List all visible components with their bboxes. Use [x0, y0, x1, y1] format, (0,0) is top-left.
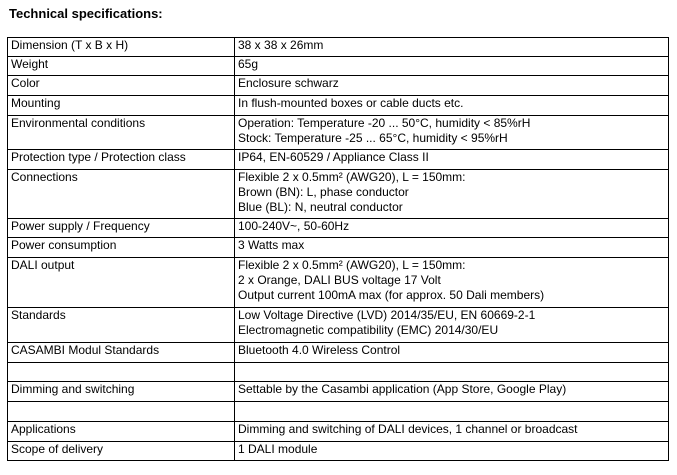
spec-value-line: Output current 100mA max (for approx. 50 Dali members) [238, 288, 545, 302]
spec-value-line: Settable by the Casambi application (App Store, Google Play) [238, 382, 567, 396]
spec-row [8, 442, 669, 461]
spec-row [8, 57, 669, 76]
spec-row [8, 343, 669, 363]
spec-value [235, 402, 669, 422]
page-heading: Technical specifications: [9, 6, 163, 21]
spec-row [8, 116, 669, 150]
spec-value-line: 65g [238, 57, 259, 71]
spec-row [8, 76, 669, 96]
spec-label: Dimming and switching [8, 382, 235, 402]
spec-label: DALI output [8, 258, 235, 308]
spec-value [235, 116, 669, 150]
spec-value-line: 1 DALI module [238, 442, 318, 456]
spec-value-line: Flexible 2 x 0.5mm² (AWG20), L = 150mm: [238, 170, 466, 184]
spec-label [8, 402, 235, 422]
spec-label: CASAMBI Modul Standards [8, 343, 235, 363]
spec-value [235, 308, 669, 343]
spec-value [235, 38, 669, 57]
spec-value-line: In flush-mounted boxes or cable ducts etc. [238, 96, 464, 110]
spec-label: Mounting [8, 96, 235, 116]
spec-value [235, 442, 669, 461]
spec-value-line: Dimming and switching of DALI devices, 1 channel or broadcast [238, 422, 578, 436]
spec-value [235, 258, 669, 308]
spec-label: Connections [8, 170, 235, 219]
spec-value-line: 38 x 38 x 26mm [238, 38, 324, 52]
spec-row [8, 219, 669, 238]
spec-value [235, 219, 669, 238]
spec-value-line: IP64, EN-60529 / Appliance Class II [238, 150, 429, 164]
spec-value [235, 382, 669, 402]
spec-value-line: 2 x Orange, DALI BUS voltage 17 Volt [238, 273, 441, 287]
spec-value-line: Operation: Temperature -20 ... 50°C, humidity < 85%rH [238, 116, 531, 130]
spec-value-line: Low Voltage Directive (LVD) 2014/35/EU, EN 60669-2-1 [238, 308, 536, 322]
spec-row [8, 96, 669, 116]
spec-row [8, 422, 669, 442]
spec-row [8, 402, 669, 422]
spec-value [235, 343, 669, 363]
spec-label: Environmental conditions [8, 116, 235, 150]
spec-value-line: Enclosure schwarz [238, 76, 339, 90]
spec-value [235, 238, 669, 258]
spec-row [8, 363, 669, 382]
spec-label [8, 363, 235, 382]
spec-value [235, 363, 669, 382]
spec-value-line: Bluetooth 4.0 Wireless Control [238, 343, 401, 357]
spec-value [235, 76, 669, 96]
spec-row [8, 258, 669, 308]
spec-label: Weight [8, 57, 235, 76]
specifications-table [7, 37, 669, 461]
spec-label: Protection type / Protection class [8, 150, 235, 170]
spec-row [8, 382, 669, 402]
spec-label: Color [8, 76, 235, 96]
spec-row [8, 238, 669, 258]
spec-row [8, 38, 669, 57]
spec-label: Scope of delivery [8, 442, 235, 461]
spec-value-line: 3 Watts max [238, 238, 305, 252]
spec-value-line: 100-240V~, 50-60Hz [238, 219, 350, 233]
spec-row [8, 150, 669, 170]
specifications-table-body [8, 38, 669, 461]
spec-label: Power supply / Frequency [8, 219, 235, 238]
spec-value [235, 422, 669, 442]
spec-value [235, 96, 669, 116]
spec-value [235, 170, 669, 219]
spec-label: Standards [8, 308, 235, 343]
spec-value [235, 150, 669, 170]
spec-value-line: Flexible 2 x 0.5mm² (AWG20), L = 150mm: [238, 258, 466, 272]
spec-value-line: Blue (BL): N, neutral conductor [238, 200, 403, 214]
spec-value-line: Stock: Temperature -25 ... 65°C, humidity < 95%rH [238, 131, 508, 145]
spec-value-line: Brown (BN): L, phase conductor [238, 185, 409, 199]
spec-value [235, 57, 669, 76]
spec-label: Applications [8, 422, 235, 442]
spec-row [8, 308, 669, 343]
spec-label: Dimension (T x B x H) [8, 38, 235, 57]
spec-value-line: Electromagnetic compatibility (EMC) 2014/30/EU [238, 323, 499, 337]
spec-label: Power consumption [8, 238, 235, 258]
spec-row [8, 170, 669, 219]
